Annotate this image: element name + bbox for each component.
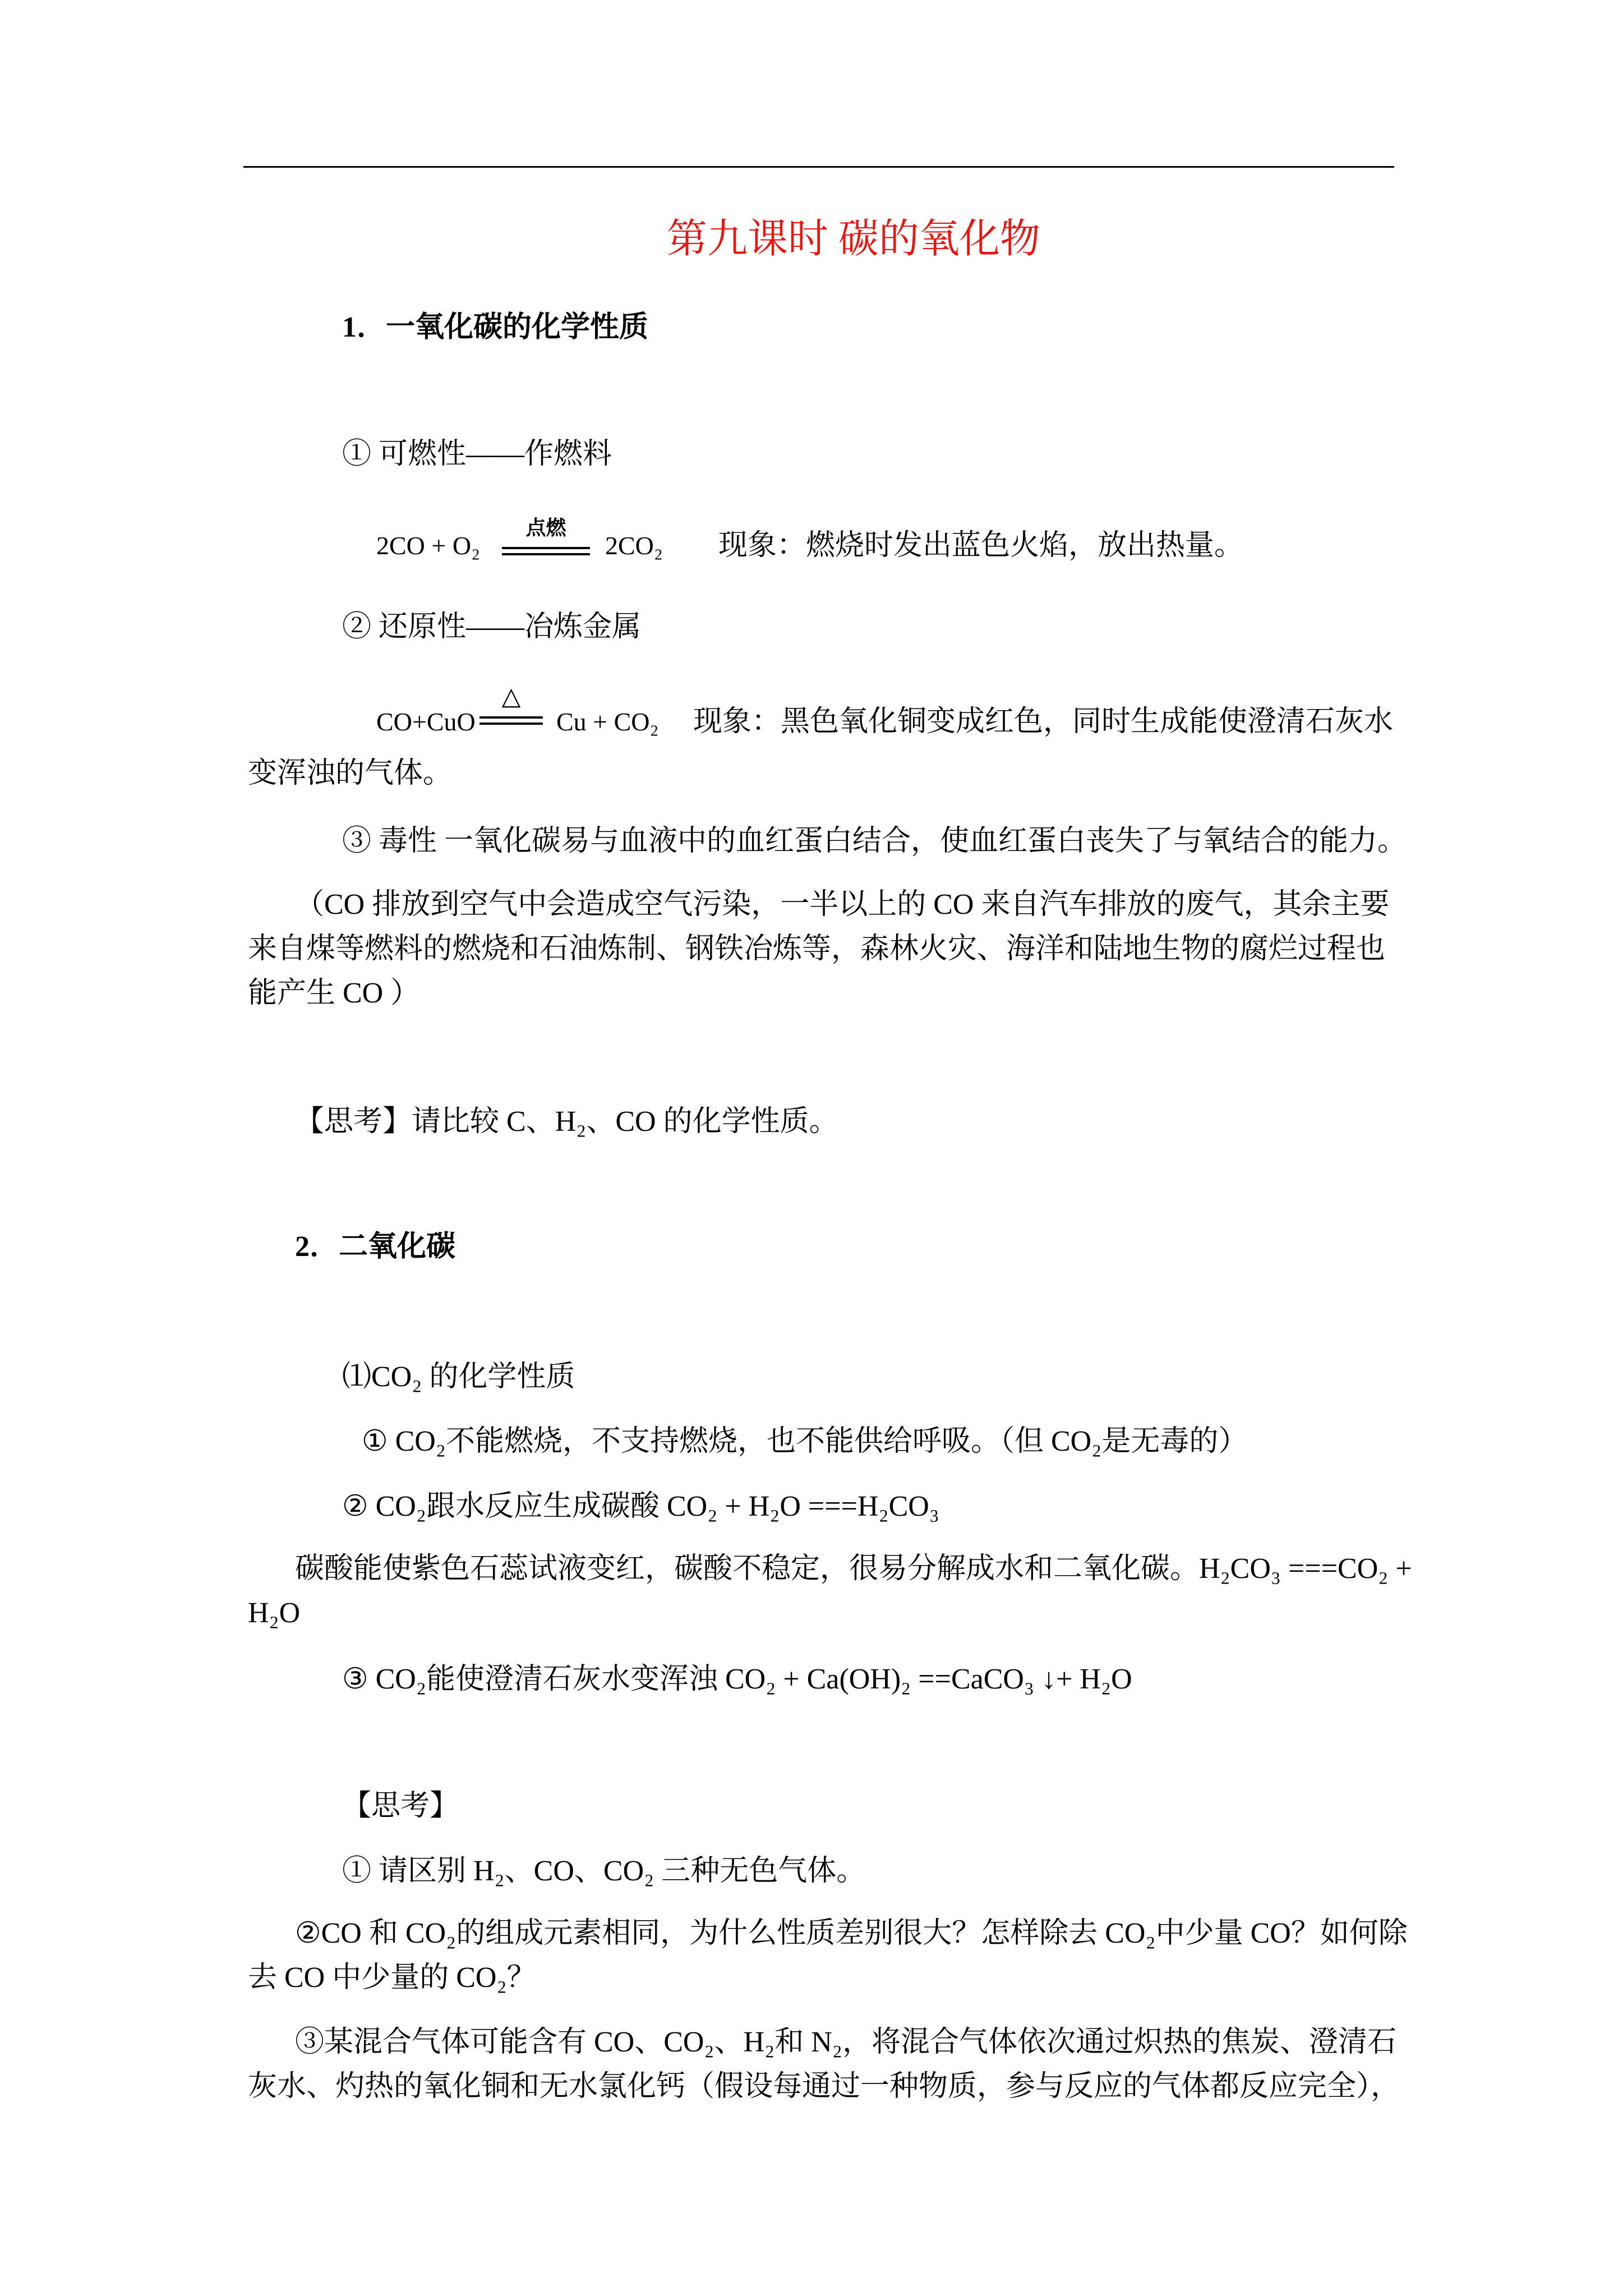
equation-1-phenomenon: 现象：燃烧时发出蓝色火焰，放出热量。	[718, 530, 1244, 562]
think-question-3-line-2: 灰水、灼热的氧化铜和无水氯化钙（假设每通过一种物质，参与反应的气体都反应完全），	[248, 2070, 1400, 2102]
think-question-1: ① 请区别 H₂、CO、CO₂ 三种无色气体。	[342, 1855, 866, 1887]
equation-2-products: Cu + CO₂	[556, 707, 659, 736]
carbonic-acid-line-2: H₂O	[248, 1597, 301, 1629]
equation-1-reactants: 2CO + O₂	[376, 531, 481, 560]
equation-2-bar-top	[479, 716, 543, 719]
co2-property-3: ③ CO₂能使澄清石灰水变浑浊 CO₂ + Ca(OH)₂ ==CaCO₃ ↓+ H₂O	[342, 1663, 1132, 1695]
page-title: 第九课时 碳的氧化物	[667, 217, 1041, 261]
equation-2-bar-bottom	[479, 723, 543, 725]
reducibility-heading: ② 还原性——冶炼金属	[342, 611, 642, 643]
equation-1-bar-bottom	[502, 553, 590, 555]
think-question-3-line-1: ③某混合气体可能含有 CO、CO₂、H₂和 N₂，将混合气体依次通过炽热的焦炭、澄清石	[295, 2026, 1396, 2058]
toxicity-paragraph: ③ 毒性 一氧化碳易与血液中的血红蛋白结合，使血红蛋白丧失了与氧结合的能力。	[342, 825, 1407, 857]
think-question-2-line-1: ②CO 和 CO₂的组成元素相同，为什么性质差别很大？怎样除去 CO₂中少量 CO？如何除	[295, 1917, 1408, 1949]
note-line-2: 来自煤等燃料的燃烧和石油炼制、钢铁冶炼等，森林火灾、海洋和陆地生物的腐烂过程也	[248, 933, 1386, 965]
equation-1-products: 2CO₂	[605, 531, 663, 560]
think-question-2-line-2: 去 CO 中少量的 CO₂？	[248, 1962, 536, 1994]
equation-2-equals-sign	[479, 684, 543, 729]
combustibility-heading: ① 可燃性——作燃料	[342, 438, 612, 470]
note-line-1: （CO 排放到空气中会造成空气污染，一半以上的 CO 来自汽车排放的废气，其余主要	[295, 889, 1390, 921]
heating-triangle-icon: △	[501, 682, 521, 711]
co2-property-2: ② CO₂跟水反应生成碳酸 CO₂ + H₂O ===H₂CO₃	[342, 1490, 939, 1522]
equation-1-condition: 点燃	[525, 517, 566, 540]
equation-1-equals-sign	[502, 516, 590, 558]
equation-2-phenomenon-line-2: 变浑浊的气体。	[248, 757, 453, 789]
carbonic-acid-line-1: 碳酸能使紫色石蕊试液变红，碳酸不稳定，很易分解成水和二氧化碳。H₂CO₃ ===CO₂ +	[295, 1553, 1412, 1585]
co2-property-1: ① CO₂不能燃烧，不支持燃烧，也不能供给呼吸。（但 CO₂是无毒的）	[362, 1425, 1248, 1457]
section-heading-co: 1．一氧化碳的化学性质	[342, 311, 649, 343]
note-line-3: 能产生 CO ）	[248, 977, 420, 1009]
section-heading-co2: 2．二氧化碳	[295, 1231, 456, 1263]
think-prompt-co: 【思考】请比较 C、H₂、CO 的化学性质。	[295, 1106, 838, 1138]
co2-properties-heading: ⑴CO₂ 的化学性质	[342, 1361, 575, 1393]
header-rule	[243, 166, 1394, 168]
equation-2-phenomenon-line-1: 现象：黑色氧化铜变成红色，同时生成能使澄清石灰水	[693, 706, 1394, 738]
think-heading-co2: 【思考】	[342, 1790, 459, 1822]
equation-2-reactants: CO+CuO	[376, 707, 476, 736]
equation-1-bar-top	[502, 547, 590, 549]
